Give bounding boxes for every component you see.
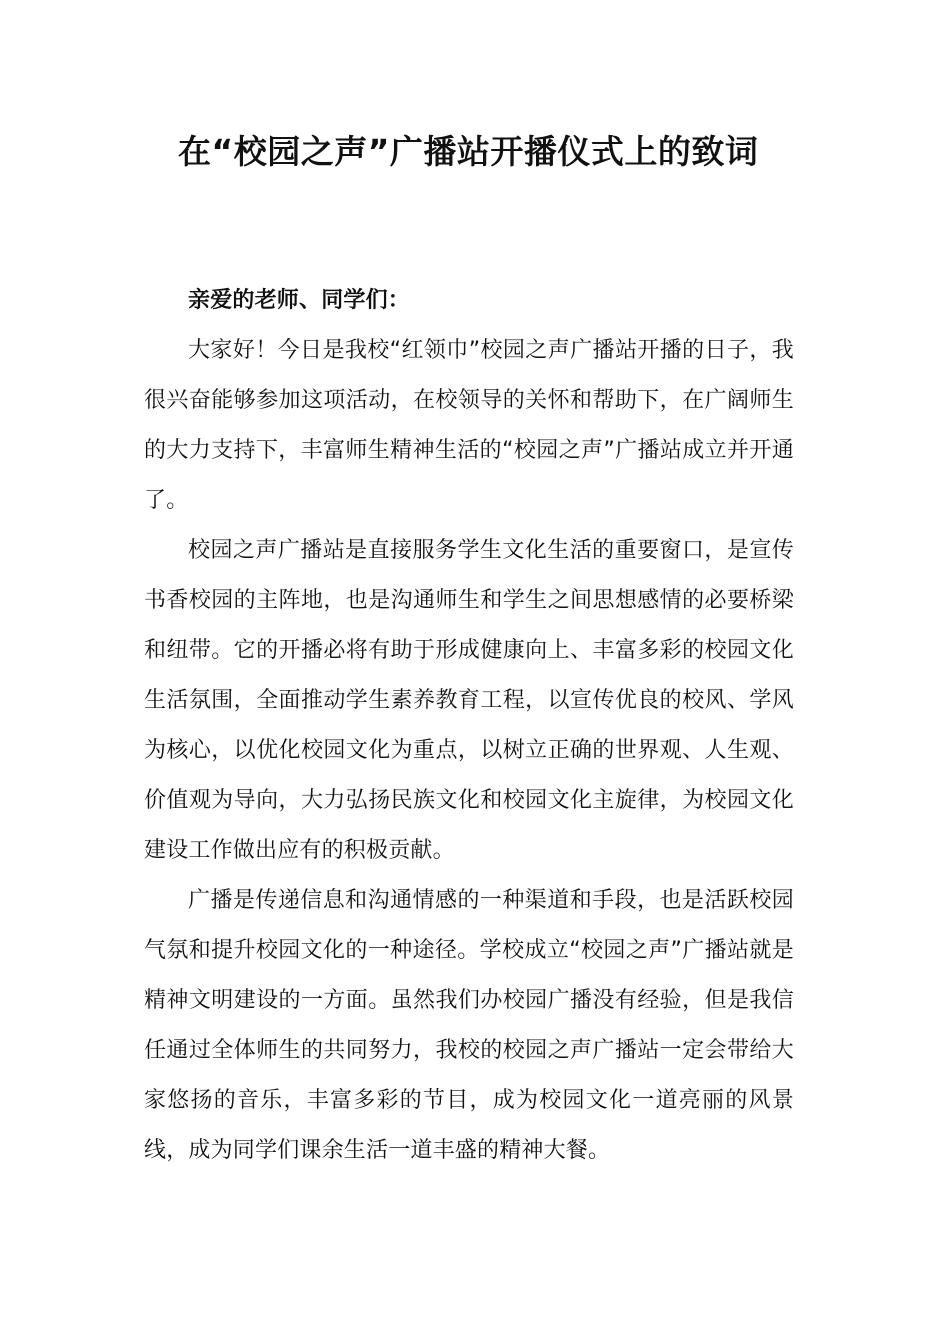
paragraph-1: 大家好！今日是我校“红领巾”校园之声广播站开播的日子，我很兴奋能够参加这项活动，在校领导的关怀和帮助下，在广阔师生的大力支持下，丰富师生精神生活的“校园之声”广播站成立并开通了。 bbox=[144, 338, 794, 513]
document-body bbox=[144, 276, 794, 1176]
salutation: 亲爱的老师、同学们： bbox=[188, 288, 411, 313]
document-title: 在“校园之声”广播站开播仪式上的致词 bbox=[178, 132, 759, 171]
paragraph-3: 广播是传递信息和沟通情感的一种渠道和手段，也是活跃校园气氛和提升校园文化的一种途径。学校成立“校园之声”广播站就是精神文明建设的一方面。虽然我们办校园广播没有经验，但是我信任通过全体师生的共同努力，我校的校园之声广播站一定会带给大家悠扬的音乐，丰富多彩的节目，成为校园文化一道亮丽的风景线，成为同学们课余生活一道丰盛的精神大餐。 bbox=[144, 888, 794, 1163]
paragraph-2: 校园之声广播站是直接服务学生文化生活的重要窗口，是宣传书香校园的主阵地，也是沟通师生和学生之间思想感情的必要桥梁和纽带。它的开播必将有助于形成健康向上、丰富多彩的校园文化生活氛围，全面推动学生素养教育工程，以宣传优良的校风、学风为核心，以优化校园文化为重点，以树立正确的世界观、人生观、价值观为导向，大力弘扬民族文化和校园文化主旋律，为校园文化建设工作做出应有的积极贡献。 bbox=[144, 538, 794, 863]
